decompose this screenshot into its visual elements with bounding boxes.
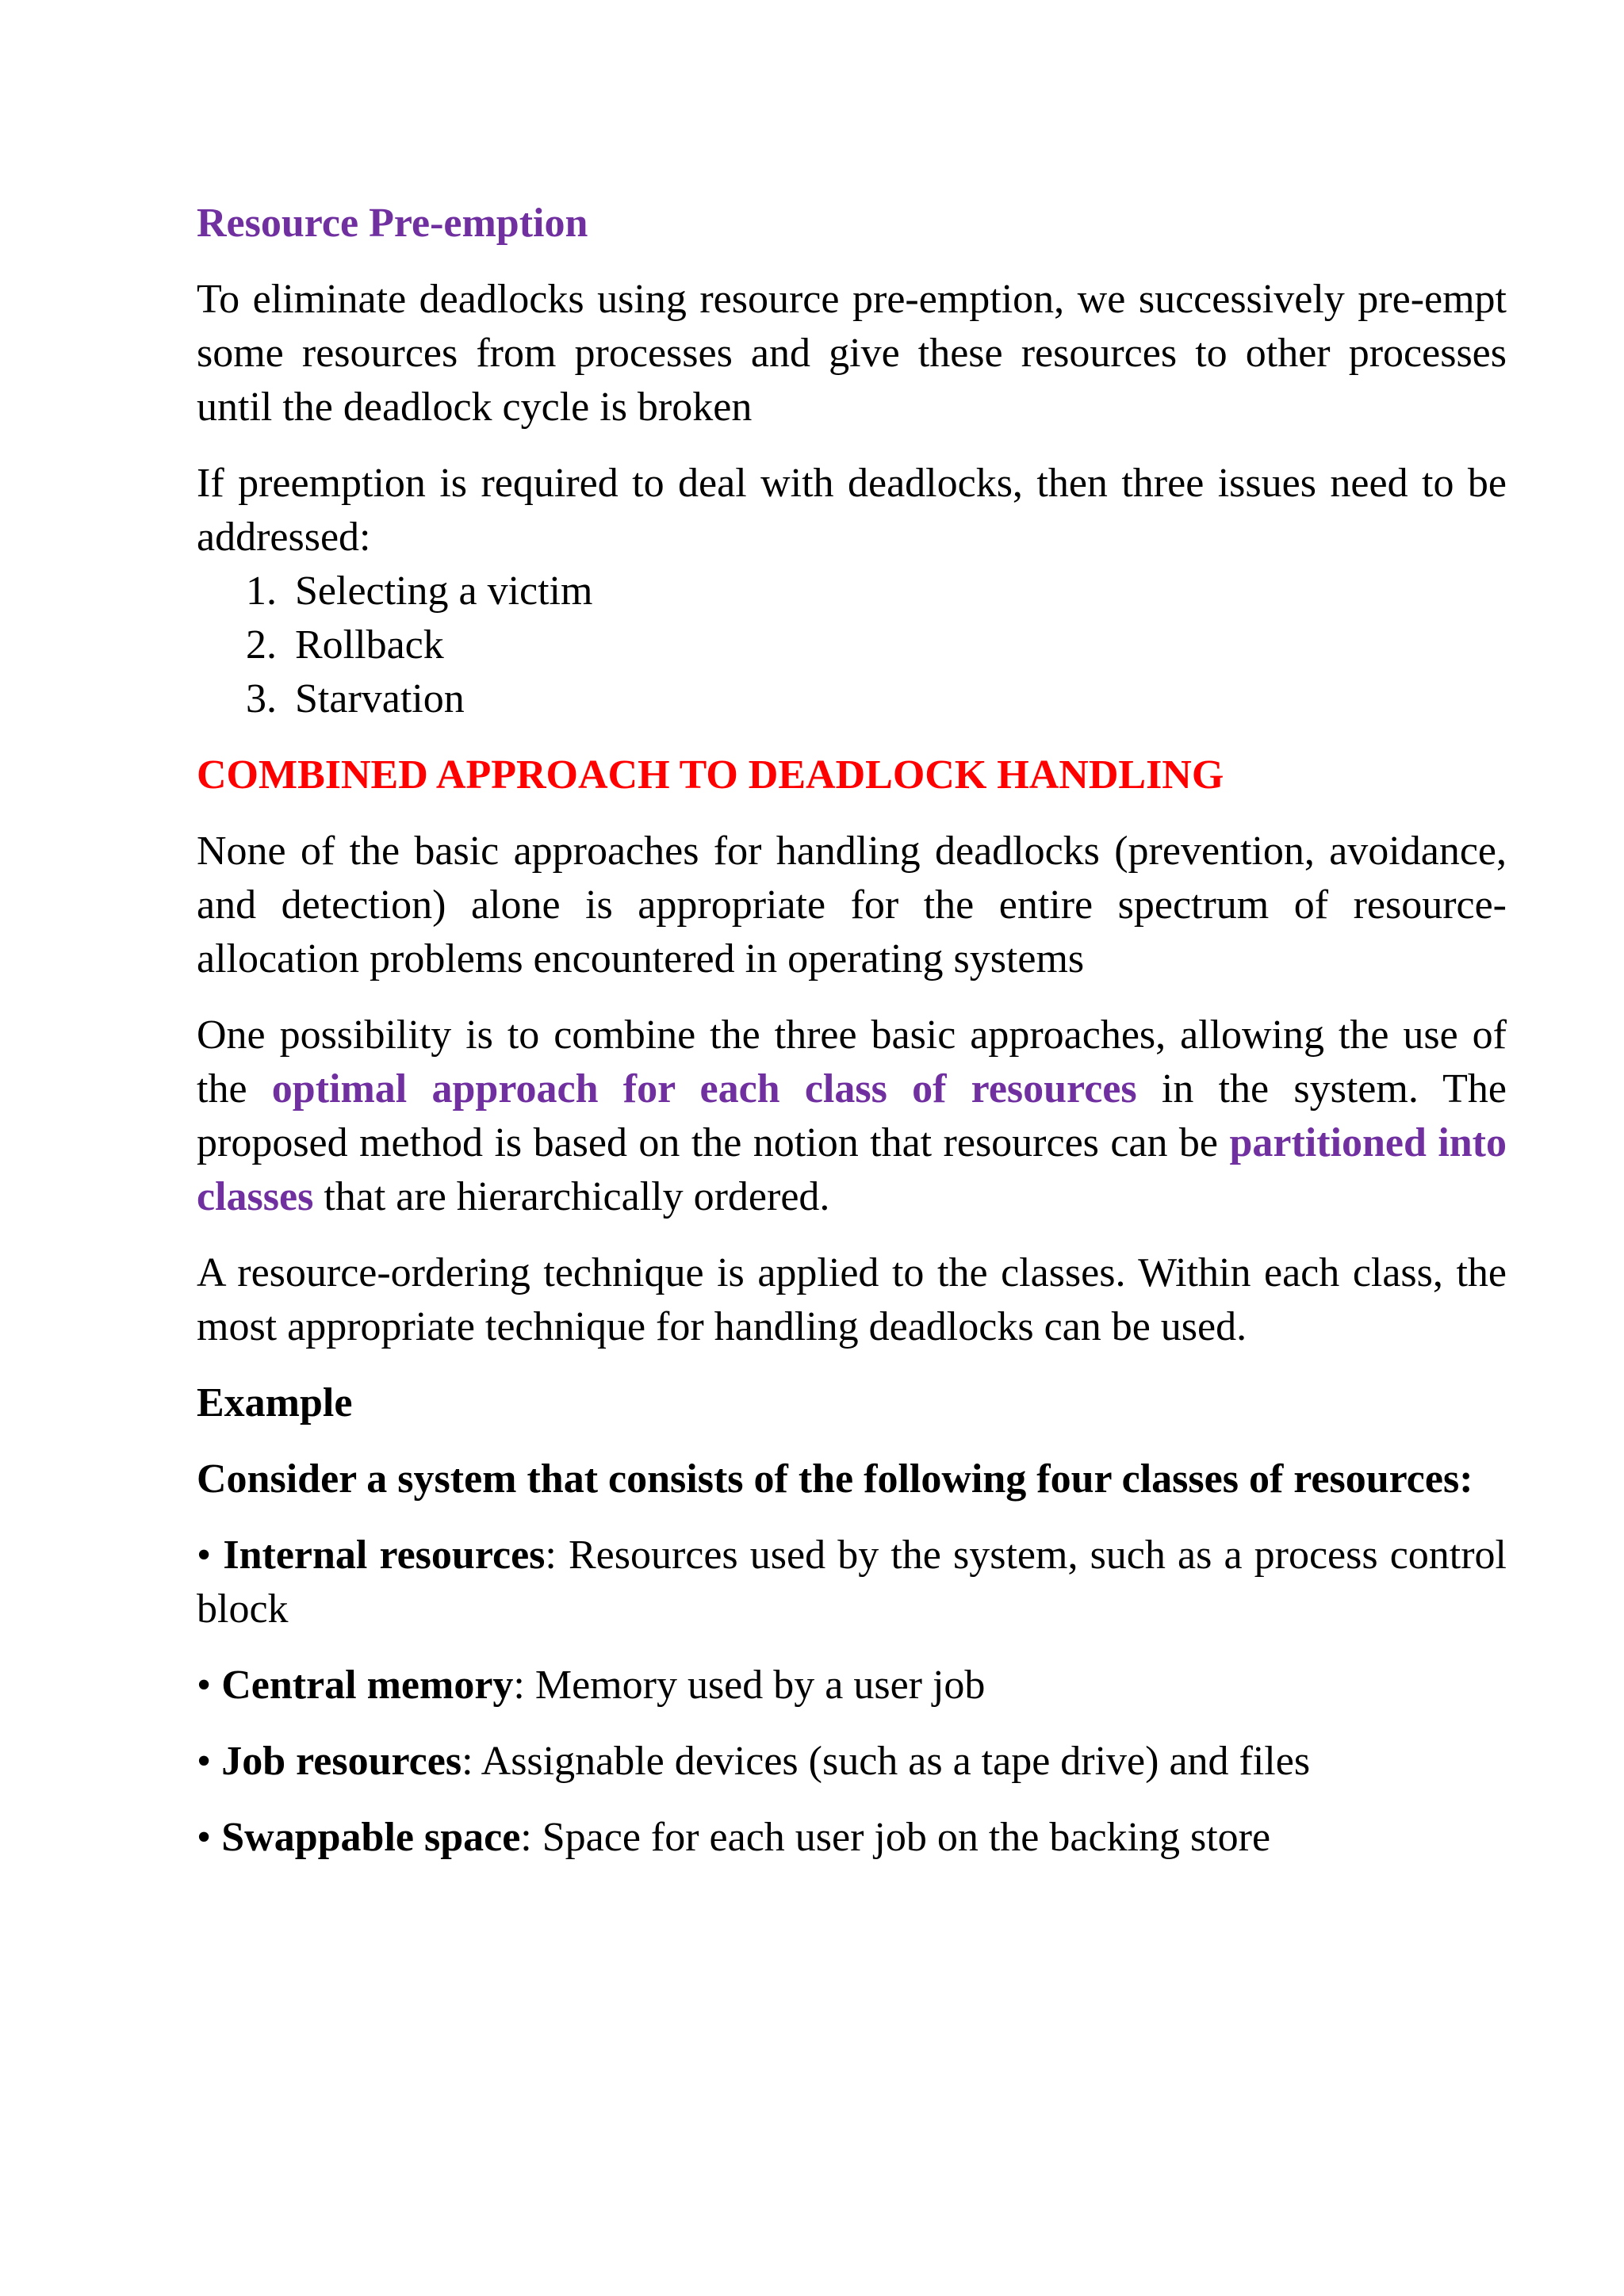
bullet-term: Swappable space	[221, 1815, 521, 1860]
bullet-description: : Resources used by the system, such as a process control block	[197, 1533, 1507, 1632]
bullet-symbol: •	[197, 1533, 212, 1578]
example-heading: Example	[197, 1380, 353, 1425]
bullet-item-swappable-space	[197, 1811, 1507, 1865]
bullet-term: Central memory	[221, 1663, 514, 1708]
bullet-item-internal-resources	[197, 1529, 1507, 1636]
highlight-optimal-approach: optimal approach for each class of resources	[271, 1066, 1137, 1112]
list-item	[197, 672, 1507, 726]
list-item	[197, 618, 1507, 672]
text-run: that are hierarchically ordered.	[313, 1174, 830, 1219]
paragraph-combined-possibility	[197, 1008, 1507, 1224]
section-heading-resource-preemption: Resource Pre-emption	[197, 201, 588, 246]
page-content	[197, 197, 1507, 1865]
bullet-description: : Space for each user job on the backing store	[520, 1815, 1271, 1860]
bullet-term: Internal resources	[223, 1533, 546, 1578]
example-intro: Consider a system that consists of the following four classes of resources:	[197, 1456, 1473, 1502]
bullet-item-job-resources	[197, 1735, 1507, 1789]
text-run: One possibility is to combine the three basic approaches, allowing the use of the	[197, 1012, 1507, 1112]
section-heading-combined-approach: COMBINED APPROACH TO DEADLOCK HANDLING	[197, 752, 1224, 798]
highlight-partitioned-classes: partitioned into classes	[197, 1120, 1507, 1219]
list-item-text: Starvation	[295, 676, 465, 721]
bullet-description: : Memory used by a user job	[513, 1663, 986, 1708]
list-item-text: Rollback	[295, 622, 444, 668]
list-number: 1.	[246, 568, 277, 614]
paragraph-preemption-intro: To eliminate deadlocks using resource pre-emption, we successively pre-empt some resources from processes and give these resources to other processes until the deadlock cycle is broken	[197, 277, 1507, 430]
paragraph-resource-ordering: A resource-ordering technique is applied to the classes. Within each class, the most appropriate technique for handling deadlocks can be used.	[197, 1250, 1507, 1349]
text-run: in the system. The proposed method is based on the notion that resources can be	[197, 1066, 1507, 1165]
paragraph-combined-intro: None of the basic approaches for handling deadlocks (prevention, avoidance, and detection) alone is appropriate for the entire spectrum of resource-allocation problems encountered in operating systems	[197, 828, 1507, 982]
list-item	[197, 564, 1507, 618]
bullet-symbol: •	[197, 1815, 212, 1860]
list-number: 3.	[246, 676, 277, 721]
issues-list	[197, 564, 1507, 726]
bullet-item-central-memory	[197, 1659, 1507, 1712]
bullet-description: : Assignable devices (such as a tape drive) and files	[462, 1739, 1311, 1784]
list-item-text: Selecting a victim	[295, 568, 593, 614]
bullet-term: Job resources	[221, 1739, 462, 1784]
paragraph-preemption-issues: If preemption is required to deal with deadlocks, then three issues need to be addressed:	[197, 461, 1507, 560]
list-number: 2.	[246, 622, 277, 668]
bullet-symbol: •	[197, 1739, 212, 1784]
bullet-symbol: •	[197, 1663, 212, 1708]
